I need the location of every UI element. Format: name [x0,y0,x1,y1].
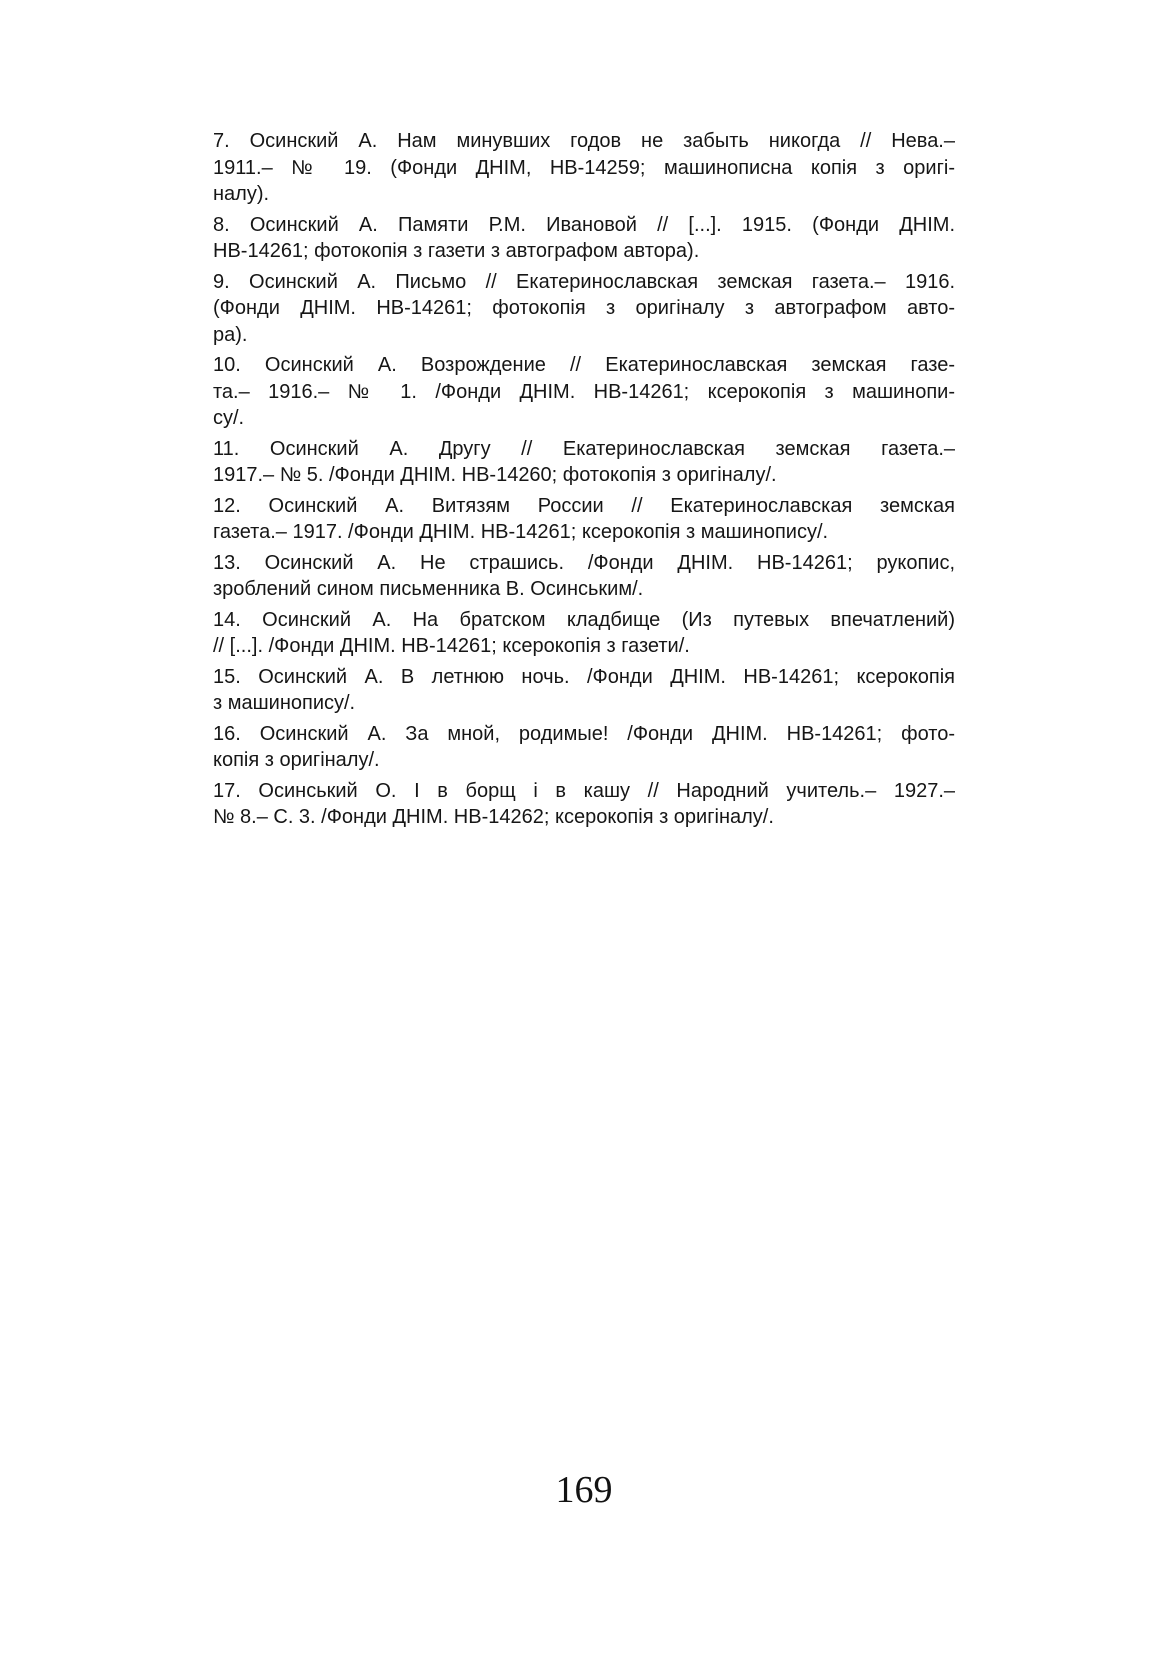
entry-line: 1917.– № 5. /Фонди ДНІМ. НВ-14260; фотокопія з оригіналу/. [213,464,777,486]
bibliography-entry [213,128,955,208]
bibliography-entry [213,721,955,774]
entry-line: // [...]. /Фонди ДНІМ. НВ-14261; ксерокопія з газети/. [213,635,690,657]
entry-line: № 8.– С. 3. /Фонди ДНІМ. НВ-14262; ксерокопія з оригіналу/. [213,806,774,828]
bibliography-entry [213,664,955,717]
entry-line: 15. Осинский А. В летнюю ночь. /Фонди ДНІМ. НВ-14261; ксерокопія [213,665,955,688]
entry-line: 17. Осинський О. І в борщ і в кашу // Народний учитель.– 1927.– [213,779,955,802]
entry-line: 14. Осинский А. На братском кладбище (Из путевых впечатлений) [213,608,955,631]
entry-line: су/. [213,407,245,429]
entry-line: 8. Осинский А. Памяти Р.М. Ивановой // [...]. 1915. (Фонди ДНІМ. [213,213,955,236]
bibliography-entry [213,436,955,489]
bibliography-entry [213,212,955,265]
entry-line: з машинопису/. [213,692,356,714]
bibliography-entry [213,269,955,349]
bibliography-entry [213,778,955,831]
bibliography-entry [213,352,955,432]
entry-line: газета.– 1917. /Фонди ДНІМ. НВ-14261; ксерокопія з машинопису/. [213,521,829,543]
bibliography-entry [213,607,955,660]
page-number: 169 [555,1469,613,1511]
entry-line: 10. Осинский А. Возрождение // Екатеринославская земская газе- [213,354,955,376]
entry-line: та.– 1916.– № 1. /Фонди ДНІМ. НВ-14261; ксерокопія з машинопи- [213,380,955,403]
bibliography-entry [213,493,955,546]
entry-line: копія з оригіналу/. [213,749,380,771]
entry-line: 12. Осинский А. Витязям России // Екатеринославская земская [213,494,955,517]
entry-line: 16. Осинский А. За мной, родимые! /Фонди ДНІМ. НВ-14261; фото- [213,722,955,745]
entry-line: (Фонди ДНІМ. НВ-14261; фотокопія з оригіналу з автографом авто- [213,297,955,319]
entry-line: 7. Осинский А. Нам минувших годов не забыть никогда // Нева.– [213,130,955,152]
entry-line: зроблений сином письменника В. Осинським/. [213,578,644,600]
entry-line: 9. Осинский А. Письмо // Екатеринославская земская газета.– 1916. [213,270,955,293]
entry-line: 11. Осинский А. Другу // Екатеринославская земская газета.– [213,437,955,460]
entry-line: налу). [213,183,270,205]
entry-line: НВ-14261; фотокопія з газети з автографом автора). [213,240,700,262]
bibliography-entry [213,550,955,603]
entry-line: 13. Осинский А. Не страшись. /Фонди ДНІМ. НВ-14261; рукопис, [213,551,955,574]
entry-line: 1911.– № 19. (Фонди ДНІМ, НВ-14259; машинописна копія з оригі- [213,156,955,179]
bibliography-list [213,128,955,835]
entry-line: ра). [213,323,248,346]
